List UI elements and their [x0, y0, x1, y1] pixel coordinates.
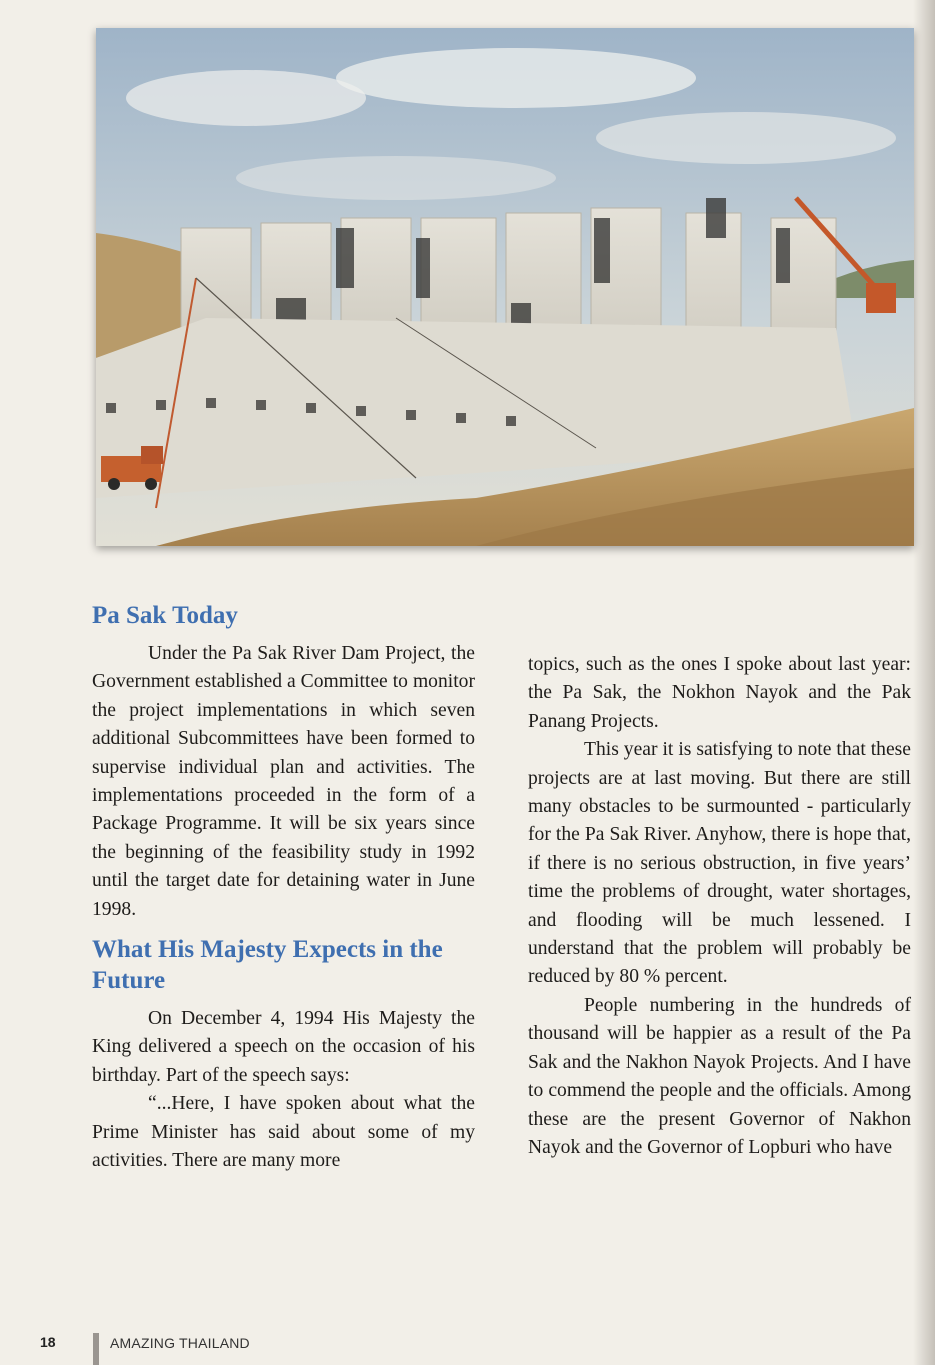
- right-column: [528, 651, 911, 1162]
- page-number: 18: [40, 1334, 56, 1350]
- heading-pa-sak-today: Pa Sak Today: [92, 602, 238, 629]
- footer-divider-bar: [93, 1333, 99, 1365]
- heading-majesty-expects: What His Majesty Expects in the Future: [92, 936, 443, 995]
- publication-title: AMAZING THAILAND: [110, 1335, 250, 1351]
- paragraph-people-happier: People numbering in the hundreds of thousand will be happier as a result of the Pa Sak and the Nakhon Nayok Projects. And I have to commend the people and the officials. Among these are the present Governor of Nakhon Nayok and the Governor of Lopburi who have: [528, 994, 911, 1158]
- left-column: [92, 600, 475, 1176]
- paragraph-projects-moving: This year it is satisfying to note that these projects are at last moving. But there are still many obstacles to be surmounted - particularly for the Pa Sak River. Anyhow, there is hope that, if there is no serious obstruction, in five years’ time the problems of drought, water shortages, and flooding will be much lessened. I understand that the problem will probably be reduced by 80 % percent.: [528, 739, 911, 988]
- dam-construction-photo: [96, 28, 914, 546]
- page-edge-shadow: [913, 0, 935, 1365]
- page-footer: [40, 1333, 340, 1365]
- paragraph-speech-quote: “...Here, I have spoken about what the Prime Minister has said about some of my activities. There are many more: [92, 1093, 475, 1172]
- paragraph-pa-sak-today: Under the Pa Sak River Dam Project, the Government established a Committee to monitor the project implementations in which seven additional Subcommittees have been formed to supervise individual plan and activities. The implementations proceeded in the form of a Package Programme. It will be six years since the beginning of the feasibility study in 1992 until the target date for detaining water in June 1998.: [92, 643, 475, 920]
- paragraph-speech-intro: On December 4, 1994 His Majesty the King delivered a speech on the occasion of his birthday. Part of the speech says:: [92, 1008, 475, 1086]
- paragraph-topics: topics, such as the ones I spoke about last year: the Pa Sak, the Nokhon Nayok and the Pak Panang Projects.: [528, 654, 911, 732]
